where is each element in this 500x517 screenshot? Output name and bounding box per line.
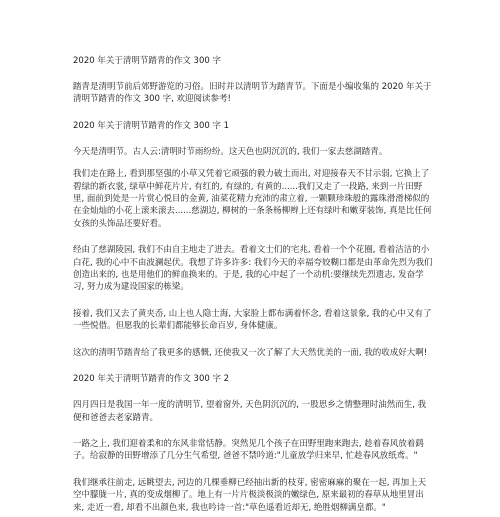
essay-2-heading: 2020 年关于清明节踏青的作文 300 字 2 bbox=[73, 374, 230, 385]
essay-1-paragraph: 接着, 我们又去了黄夹岙, 山上也人隐士海, 大家脸上都布满着怀念, 看着这景象, 我的心中又有了一些悦借。但愿我的长辈们都能够长命百岁, 身体健康。 bbox=[73, 308, 432, 332]
essay-1-paragraph: 今天是清明节。古人云:清明时节雨纷纷。这天色也阴沉沉的, 我们一家去慈湖踏青。 bbox=[73, 146, 388, 157]
essay-1-paragraph: 这次的清明节踏青给了我更多的感慨, 还使我又一次了解了大天然优美的一面, 我的收成好大啊! bbox=[73, 347, 428, 358]
intro-paragraph: 踏青是清明节前后郊野游览的习俗。旧时并以清明节为踏青节。下面是小编收集的 2020 年关于清明节踏青的作文 300 字, 欢迎阅读参考! bbox=[73, 82, 432, 105]
essay-2-paragraph: 我们继承往前走, 远眺望去, 河边的几棵垂柳已经抽出新的枝芽, 密密麻麻的聚在一起, 再加上天空中朦胧一片, 真的变成烟柳了。地上有一片片极淡极淡的嫩绿色, 原来最初的春草从地里冒出来, 走近一看, 却看不出颜色来, 我也吟诗一首:"草色遥看近却无, 绝胜烟柳满皇都。" bbox=[73, 477, 427, 513]
essay-2-paragraph: 四月四日是我国一年一度的清明节, 望着窗外, 天色阴沉沉的, 一股思乡之情整理时油然而生, 我便和爸爸去老家踏青。 bbox=[73, 400, 427, 423]
essay-1-heading: 2020 年关于清明节踏青的作文 300 字 1 bbox=[73, 120, 230, 131]
essay-1-paragraph: 我们走在路上, 看到那坚强的小草又凭着它顽强的毅力破土而出, 对迎接春天不甘示弱, 它换上了碧绿的新衣裳, 绿草中鲜花片片, 有红的, 有绿的, 有黄的......我们又走了一段路, 来到一片田野里, 面前到处是一片赏心悦目的金黄, 油菜花精力充沛的肃立着, 一颗颗珍珠般的露珠滑滑梯似的在金灿灿的小花上滚来滚去......慈湖边, 柳树的一条条杨柳辫上还有绿叶和嫩芽装饰, 真是比任何女孩的头饰品还要好看。 bbox=[73, 169, 432, 229]
document-title: 2020 年关于清明节踏青的作文 300 字 bbox=[73, 56, 221, 66]
document-body bbox=[73, 55, 433, 514]
essay-2-paragraph: 一路之上, 我们迎着柔和的东风非常恬静。突然见几个孩子在田野里跑来跑去, 趁着春风放着鹞子。给寂静的田野增添了几分生气希望, 爸爸不禁吟道:"儿童放学归来早, 忙趁春风放纸鸢。" bbox=[73, 438, 424, 462]
essay-1-paragraph: 经由了慈湖陵园, 我们不由自主地走了进去。看着文士们的宅兆, 看着一个个花圈, 看着洁洁的小白花, 我的心中不由波澜起伏。我想了许多许多: 我们今天的幸福夸姣糊口都是由革命先烈为我们创造出来的, 也是用他们的鲜血换来的。于是, 我的心中起了一个动机:要继续先烈遗志, 发奋学习, 努力成为建设国家的栋梁。 bbox=[73, 245, 433, 293]
